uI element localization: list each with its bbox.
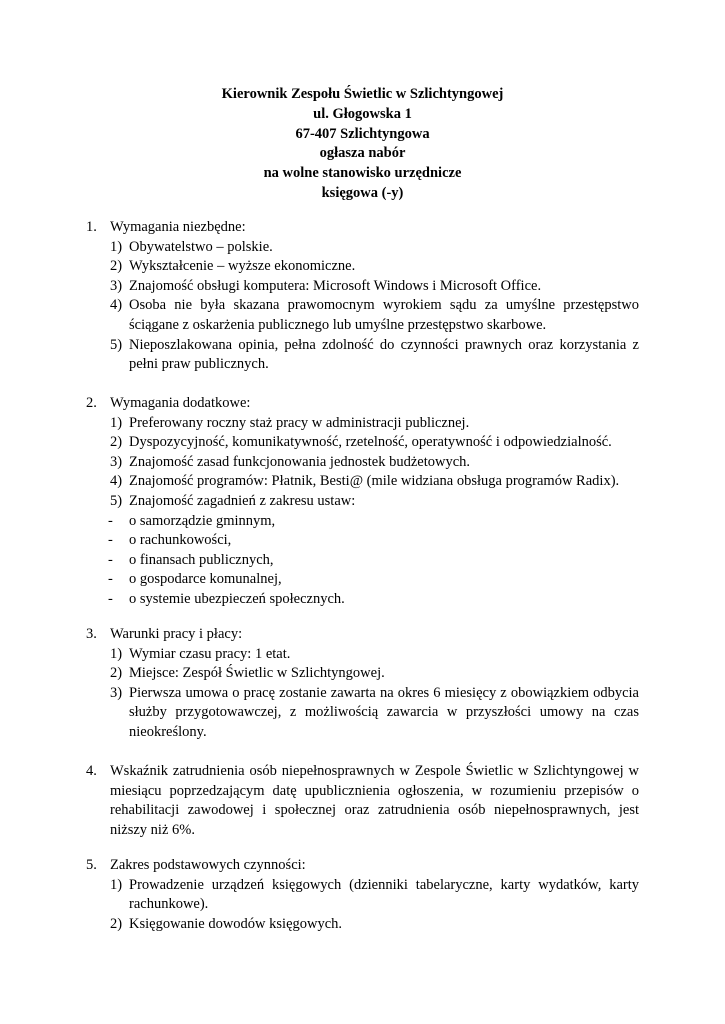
dash-item (86, 590, 639, 610)
item-text: Znajomość obsługi komputera: Microsoft Windows i Microsoft Office. (129, 277, 542, 294)
header-street: ul. Głogowska 1 (313, 105, 412, 122)
item-text: Wykształcenie – wyższe ekonomiczne. (129, 258, 356, 275)
section-paragraph (86, 762, 639, 840)
item-number: 2) (110, 434, 123, 451)
list-item (86, 915, 639, 935)
section-number: 5. (86, 857, 97, 873)
item-text: Księgowanie dowodów księgowych. (129, 915, 343, 932)
section-title (86, 625, 639, 645)
list-item (86, 336, 639, 375)
list-item (86, 492, 639, 512)
item-number: 1) (110, 645, 123, 662)
item-text: Znajomość programów: Płatnik, Besti@ (mile widziana obsługa programów Radix). (129, 473, 620, 490)
list-item (86, 414, 639, 434)
item-number: 2) (110, 258, 123, 275)
duties-list (86, 876, 639, 935)
list-item (86, 296, 639, 335)
list-item (86, 876, 639, 915)
item-text: Wymiar czasu pracy: 1 etat. (129, 645, 291, 662)
dash-item (86, 512, 639, 532)
item-number: 5) (110, 336, 123, 353)
dash-text: o gospodarce komunalnej, (129, 571, 282, 588)
item-text: Znajomość zagadnień z zakresu ustaw: (129, 492, 356, 509)
header-position-title: księgowa (-y) (321, 184, 404, 201)
item-number: 1) (110, 876, 123, 893)
item-text: Znajomość zasad funkcjonowania jednostek budżetowych. (129, 453, 471, 470)
item-text: Osoba nie była skazana prawomocnym wyrokiem sądu za umyślne przestępstwo ściągane z oskarżenia publicznego lub umyślne przestępstwo skarbowe. (129, 297, 639, 333)
section-additional (86, 394, 639, 610)
list-item (86, 664, 639, 684)
dash-marker: - (108, 571, 113, 588)
dash-marker: - (108, 512, 113, 529)
header-employer: Kierownik Zespołu Świetlic w Szlichtyngowej (221, 86, 504, 102)
section-number: 2. (86, 395, 97, 411)
section-number: 3. (86, 626, 97, 642)
item-text: Pierwsza umowa o pracę zostanie zawarta na okres 6 miesięcy z obowiązkiem odbycia służby przygotowawczej, z możliwością zawarcia w przyszłości umowy na czas nieokreślony. (129, 684, 639, 740)
dash-item (86, 551, 639, 571)
required-list (86, 238, 639, 375)
section-paragraph-text: Wskaźnik zatrudnienia osób niepełnosprawnych w Zespole Świetlic w Szlichtyngowej w miesiącu poprzedzającym datę upublicznienia ogłoszenia, w rozumieniu przepisów o rehabilitacji zawodowej i społecznej oraz zatrudnienia osób niepełnosprawnych, jest niższy niż 6%. (110, 763, 639, 838)
item-text: Prowadzenie urządzeń księgowych (dzienniki tabelaryczne, karty wydatków, karty rachunkowe). (129, 876, 639, 913)
section-conditions (86, 625, 639, 743)
header-announces: ogłasza nabór (319, 145, 406, 162)
list-item (86, 645, 639, 665)
item-number: 2) (110, 915, 123, 932)
list-item (86, 453, 639, 473)
list-item (86, 257, 639, 277)
item-text: Obywatelstwo – polskie. (129, 238, 273, 255)
item-number: 1) (110, 238, 123, 255)
list-item (86, 433, 639, 453)
dash-text: o finansach publicznych, (129, 551, 274, 568)
section-number: 1. (86, 219, 97, 235)
dash-marker: - (108, 590, 113, 607)
section-number: 4. (86, 763, 97, 779)
section-title-text: Warunki pracy i płacy: (110, 626, 243, 642)
item-text: Dyspozycyjność, komunikatywność, rzetelność, operatywność i odpowiedzialność. (129, 434, 612, 451)
section-title-text: Wymagania niezbędne: (110, 219, 246, 235)
additional-list (86, 414, 639, 512)
section-title (86, 856, 639, 876)
list-item (86, 472, 639, 492)
section-title (86, 218, 639, 238)
item-text: Nieposzlakowana opinia, pełna zdolność do czynności prawnych oraz korzystania z pełni praw publicznych. (129, 336, 639, 373)
header-postal-city: 67-407 Szlichtyngowa (295, 125, 430, 142)
section-duties (86, 856, 639, 934)
item-number: 3) (110, 277, 123, 294)
header-position-type: na wolne stanowisko urzędnicze (263, 165, 462, 182)
dash-item (86, 570, 639, 590)
list-item (86, 277, 639, 297)
item-text: Preferowany roczny staż pracy w administracji publicznej. (129, 414, 470, 431)
section-title-text: Wymagania dodatkowe: (110, 395, 251, 411)
item-text: Miejsce: Zespół Świetlic w Szlichtyngowej. (129, 665, 385, 682)
section-title (86, 394, 639, 414)
dash-marker: - (108, 551, 113, 568)
dash-text: o samorządzie gminnym, (129, 512, 276, 529)
item-number: 4) (110, 297, 123, 314)
item-number: 3) (110, 684, 123, 701)
dash-marker: - (108, 532, 113, 549)
item-number: 3) (110, 453, 123, 470)
conditions-list (86, 645, 639, 743)
section-disability-rate (86, 762, 639, 840)
dash-item (86, 531, 639, 551)
section-required (86, 218, 639, 375)
dash-text: o rachunkowości, (129, 532, 232, 549)
item-number: 2) (110, 665, 123, 682)
dash-text: o systemie ubezpieczeń społecznych. (129, 590, 345, 607)
item-number: 1) (110, 414, 123, 431)
section-title-text: Zakres podstawowych czynności: (110, 857, 306, 873)
item-number: 4) (110, 473, 123, 490)
announcement-header (0, 85, 725, 204)
list-item (86, 238, 639, 258)
list-item (86, 684, 639, 743)
item-number: 5) (110, 492, 123, 509)
